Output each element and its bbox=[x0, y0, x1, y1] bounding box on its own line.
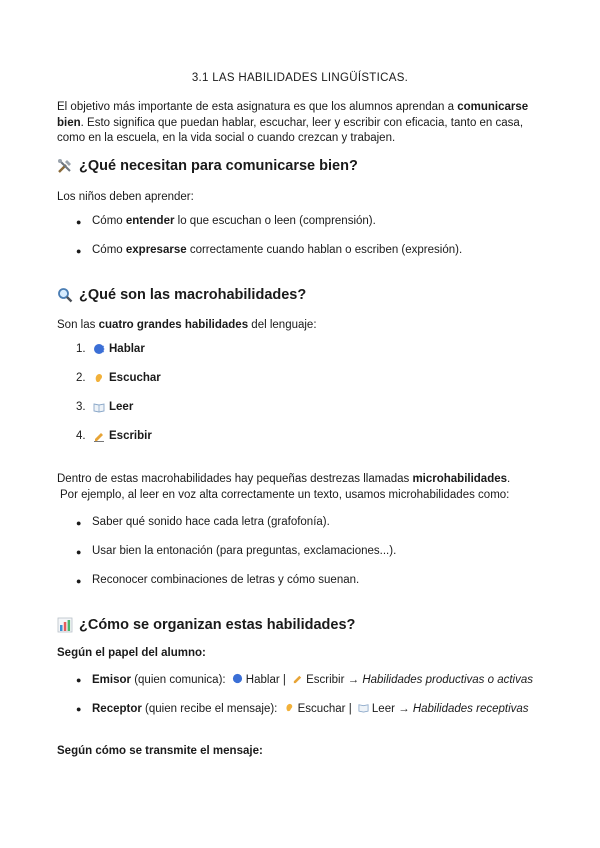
section-heading-organize bbox=[57, 617, 355, 633]
item-bold: entender bbox=[125, 215, 175, 227]
micro-text: . bbox=[507, 473, 511, 485]
bullet-icon: ● bbox=[76, 547, 82, 557]
skill-label: Escribir bbox=[109, 430, 152, 442]
magnifier-icon bbox=[57, 287, 75, 303]
micro-bold: microhabilidades bbox=[412, 473, 508, 485]
intro-paragraph bbox=[57, 100, 547, 147]
tools-icon bbox=[57, 158, 75, 174]
lead-text: Son las bbox=[57, 319, 99, 331]
micro-paragraph bbox=[57, 472, 547, 503]
list-item bbox=[76, 673, 533, 687]
subheading-transmission: Según cómo se transmite el mensaje: bbox=[57, 745, 263, 757]
item-italic: Habilidades receptivas bbox=[412, 703, 529, 715]
list-item bbox=[76, 574, 359, 588]
item-text: Cómo bbox=[92, 244, 126, 256]
intro-bold: comunicarse bien bbox=[57, 101, 529, 129]
lead-bold: cuatro grandes habilidades bbox=[98, 319, 249, 331]
item-number: 4. bbox=[76, 430, 86, 442]
writing-hand-icon bbox=[93, 430, 105, 442]
subheading-role: Según el papel del alumno: bbox=[57, 647, 206, 659]
bullet-icon: ● bbox=[76, 246, 82, 256]
skill-label: Escuchar bbox=[109, 372, 161, 384]
bullet-icon: ● bbox=[76, 675, 82, 685]
bullet-icon: ● bbox=[76, 518, 82, 528]
item-text: (quien comunica): bbox=[131, 674, 229, 686]
list-item bbox=[76, 244, 462, 258]
list-item bbox=[76, 343, 145, 355]
intro-text-2: . Esto significa que puedan hablar, escuchar, leer y escribir con eficacia, tanto en casa, como en la escuela, en la vida social o cuando crezcan y trabajen. bbox=[57, 116, 524, 144]
open-book-icon bbox=[93, 401, 105, 413]
speaking-head-icon bbox=[93, 343, 105, 355]
item-text: | bbox=[279, 674, 290, 686]
list-item bbox=[76, 516, 330, 530]
item-bold: Receptor bbox=[92, 703, 142, 715]
item-bold: Emisor bbox=[92, 674, 131, 686]
bullet-icon: ● bbox=[76, 217, 82, 227]
item-number: 2. bbox=[76, 372, 86, 384]
item-text: correctamente cuando hablan o escriben (expresión). bbox=[186, 244, 463, 256]
item-text: Escribir bbox=[306, 674, 345, 686]
speaking-head-icon bbox=[232, 673, 243, 684]
list-item bbox=[76, 430, 152, 442]
micro-text: Por ejemplo, al leer en voz alta correctamente un texto, usamos microhabilidades como: bbox=[60, 488, 510, 501]
item-text: Escuchar bbox=[297, 703, 346, 715]
document-title: 3.1 LAS HABILIDADES LINGÜÍSTICAS. bbox=[191, 72, 409, 84]
item-text: Usar bien la entonación (para preguntas, exclamaciones...). bbox=[92, 545, 397, 557]
item-text: Hablar bbox=[245, 674, 280, 686]
item-text: lo que escuchan o leen (comprensión). bbox=[174, 215, 376, 227]
needs-lead: Los niños deben aprender: bbox=[57, 191, 194, 203]
bar-chart-icon bbox=[57, 617, 75, 633]
item-number: 1. bbox=[76, 343, 86, 355]
writing-hand-icon bbox=[292, 673, 303, 684]
list-item bbox=[76, 702, 529, 716]
item-text: → bbox=[344, 674, 363, 686]
list-item bbox=[76, 215, 376, 229]
item-text: → bbox=[394, 703, 413, 715]
micro-text: Dentro de estas macrohabilidades hay pequeñas destrezas llamadas bbox=[57, 473, 413, 485]
section-heading-needs bbox=[57, 158, 358, 174]
open-book-icon bbox=[358, 702, 369, 713]
skill-label: Hablar bbox=[109, 343, 145, 355]
section-heading-macro bbox=[57, 287, 306, 303]
item-bold: expresarse bbox=[125, 244, 187, 256]
intro-text-1: El objetivo más importante de esta asignatura es que los alumnos aprendan a bbox=[57, 101, 458, 113]
item-text: | bbox=[345, 703, 355, 715]
lead-text: del lenguaje: bbox=[248, 319, 317, 331]
section-heading-text: ¿Qué necesitan para comunicarse bien? bbox=[79, 158, 358, 174]
item-text: (quien recibe el mensaje): bbox=[141, 703, 281, 715]
list-item bbox=[76, 401, 133, 413]
item-italic: Habilidades productivas o activas bbox=[362, 674, 533, 686]
bullet-icon: ● bbox=[76, 576, 82, 586]
section-heading-text: ¿Cómo se organizan estas habilidades? bbox=[79, 617, 356, 633]
item-text: Cómo bbox=[92, 215, 126, 227]
item-text: Reconocer combinaciones de letras y cómo suenan. bbox=[92, 574, 360, 586]
item-text: Leer bbox=[371, 703, 395, 715]
section-heading-text: ¿Qué son las macrohabilidades? bbox=[79, 287, 307, 303]
item-text: Saber qué sonido hace cada letra (grafofonía). bbox=[92, 516, 330, 528]
list-item bbox=[76, 372, 161, 384]
ear-icon bbox=[93, 372, 105, 384]
bullet-icon: ● bbox=[76, 704, 82, 714]
item-number: 3. bbox=[76, 401, 86, 413]
skill-label: Leer bbox=[109, 401, 134, 413]
list-item bbox=[76, 545, 396, 559]
ear-icon bbox=[284, 702, 295, 713]
macro-lead bbox=[57, 319, 317, 331]
